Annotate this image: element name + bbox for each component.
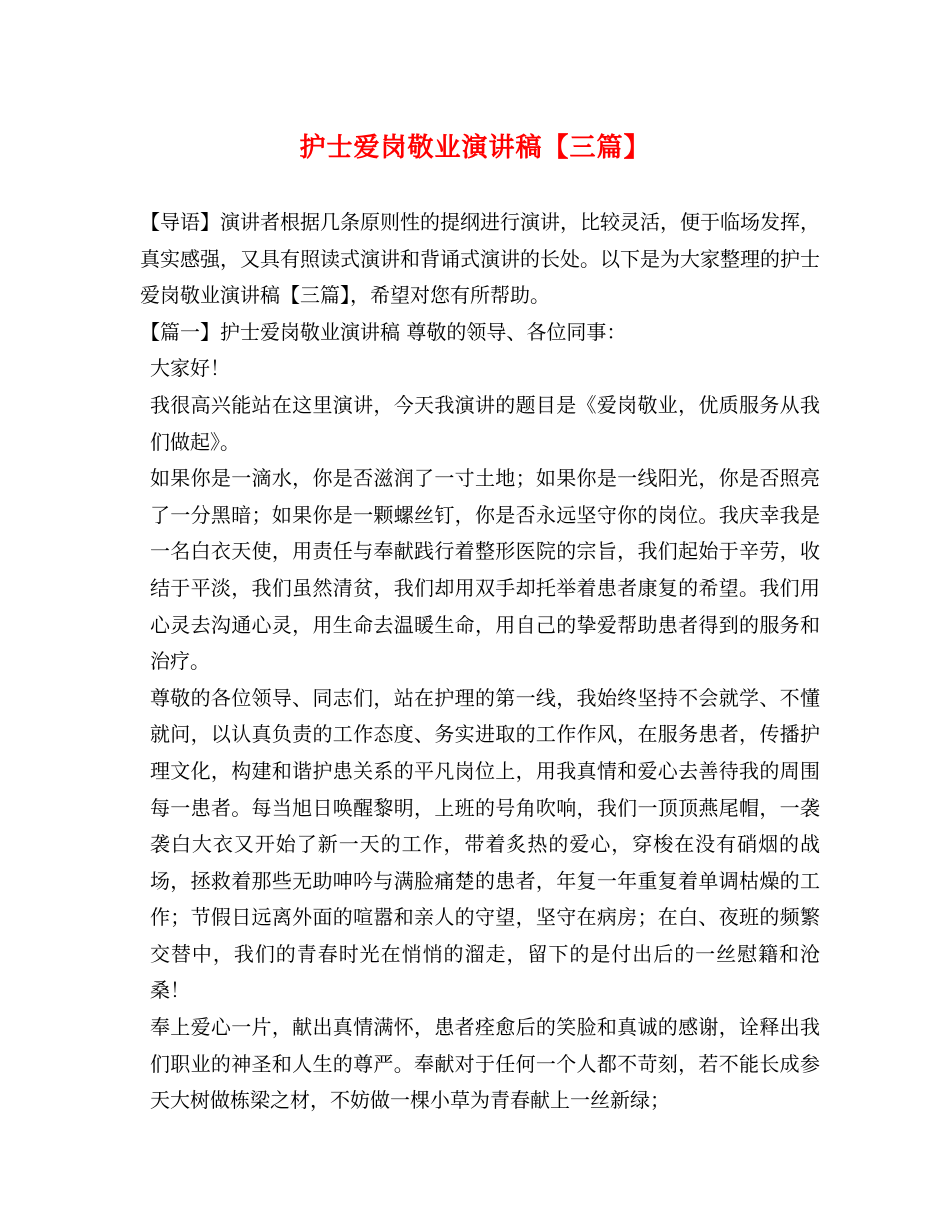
body-paragraph: 我很高兴能站在这里演讲，今天我演讲的题目是《爱岗敬业，优质服务从我们做起》。: [150, 392, 820, 454]
section-heading: 【篇一】护士爱岗敬业演讲稿 尊敬的领导、各位同事：: [140, 319, 627, 344]
document-title: 护士爱岗敬业演讲稿【三篇】: [299, 133, 651, 163]
intro-paragraph: 【导语】演讲者根据几条原则性的提纲进行演讲，比较灵活，便于临场发挥，真实感强，又具有照读式演讲和背诵式演讲的长处。以下是为大家整理的护士爱岗敬业演讲稿【三篇】，希望对您有所帮助。: [140, 210, 820, 308]
body-paragraph: 尊敬的各位领导、同志们，站在护理的第一线，我始终坚持不会就学、不懂就问，以认真负责的工作态度、务实进取的工作作风，在服务患者，传播护理文化，构建和谐护患关系的平凡岗位上，用我真情和爱心去善待我的周围每一患者。每当旭日唤醒黎明，上班的号角吹响，我们一顶顶燕尾帽，一袭袭白大衣又开始了新一天的工作，带着炙热的爱心，穿梭在没有硝烟的战场，拯救着那些无助呻吟与满脸痛楚的患者，年复一年重复着单调枯燥的工作；节假日远离外面的喧嚣和亲人的守望，坚守在病房；在白、夜班的频繁交替中，我们的青春时光在悄悄的溜走，留下的是付出后的一丝慰籍和沧桑！: [150, 685, 820, 1003]
body-paragraph: 如果你是一滴水，你是否滋润了一寸土地；如果你是一线阳光，你是否照亮了一分黑暗；如果你是一颗螺丝钉，你是否永远坚守你的岗位。我庆幸我是一名白衣天使，用责任与奉献践行着整形医院的宗旨，我们起始于辛劳，收结于平淡，我们虽然清贫，我们却用双手却托举着患者康复的希望。我们用心灵去沟通心灵，用生命去温暖生命，用自己的挚爱帮助患者得到的服务和治疗。: [150, 466, 820, 674]
greeting-paragraph: 大家好！: [150, 356, 230, 381]
body-paragraph: 奉上爱心一片，献出真情满怀，患者痊愈后的笑脸和真诚的感谢，诠释出我们职业的神圣和人生的尊严。奉献对于任何一个人都不苛刻，若不能长成参天大树做栋梁之材，不妨做一棵小草为青春献上一丝新绿；: [150, 1015, 820, 1113]
document-body: [140, 204, 820, 1119]
